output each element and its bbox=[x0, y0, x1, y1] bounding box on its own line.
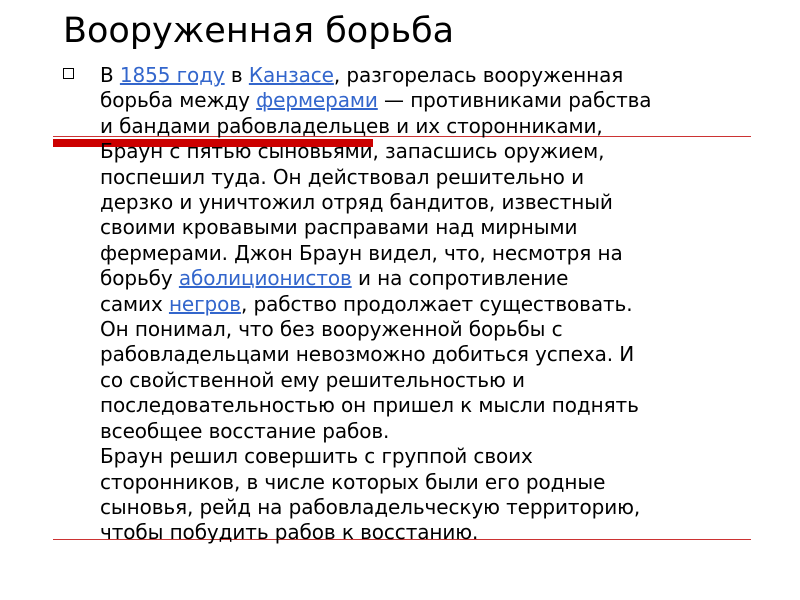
text-segment: всеобщее восстание рабов. bbox=[100, 418, 390, 443]
text-line bbox=[100, 342, 760, 367]
text-line bbox=[100, 368, 760, 393]
link-kansas[interactable]: Канзасе bbox=[248, 63, 334, 87]
text-line bbox=[100, 393, 760, 418]
text-segment: в bbox=[224, 63, 249, 87]
link-farmers[interactable]: фермерами bbox=[256, 88, 378, 113]
text-segment: Он понимал, что без вооруженной борьбы с bbox=[100, 317, 563, 342]
link-1855[interactable]: 1855 году bbox=[119, 63, 225, 87]
slide-body-text bbox=[100, 63, 760, 546]
text-segment: своими кровавыми расправами над мирными bbox=[100, 215, 578, 240]
hollow-square-bullet-icon bbox=[63, 68, 74, 79]
text-line bbox=[100, 165, 760, 190]
text-line bbox=[100, 241, 760, 266]
text-line bbox=[100, 190, 760, 215]
text-segment: и бандами рабовладельцев и их сторонниками, bbox=[100, 113, 603, 138]
text-line bbox=[100, 139, 760, 164]
text-segment: самих bbox=[100, 291, 169, 316]
text-segment: со свойственной ему решительностью и bbox=[100, 367, 525, 392]
slide-title: Вооруженная борьба bbox=[63, 11, 455, 51]
link-negroes[interactable]: негров bbox=[168, 291, 241, 316]
text-line bbox=[100, 292, 760, 317]
text-line bbox=[100, 317, 760, 342]
text-line bbox=[100, 63, 760, 88]
text-segment: фермерами. Джон Браун видел, что, несмотря на bbox=[100, 240, 623, 265]
text-segment: поспешил туда. Он действовал решительно и bbox=[100, 164, 584, 189]
text-segment: последовательностью он пришел к мысли поднять bbox=[100, 393, 639, 418]
text-line bbox=[100, 215, 760, 240]
text-segment: чтобы побудить рабов к восстанию. bbox=[100, 520, 479, 545]
text-line bbox=[100, 419, 760, 444]
text-line bbox=[100, 444, 760, 469]
text-line bbox=[100, 520, 760, 545]
text-segment: Браун с пятью сыновьями, запасшись оружием, bbox=[100, 139, 605, 164]
text-segment: , разгорелась вооруженная bbox=[333, 63, 624, 87]
text-line bbox=[100, 495, 760, 520]
text-line bbox=[100, 266, 760, 291]
text-segment: , рабство продолжает существовать. bbox=[240, 291, 633, 316]
text-segment: сторонников, в числе которых были его родные bbox=[100, 469, 606, 494]
text-segment: борьбу bbox=[100, 266, 179, 291]
text-segment: — противниками рабства bbox=[377, 88, 652, 113]
text-segment: Браун решил совершить с группой своих bbox=[100, 444, 533, 469]
text-segment: борьба между bbox=[100, 88, 257, 113]
link-abolitionists[interactable]: аболиционистов bbox=[178, 266, 352, 291]
text-segment: В bbox=[100, 63, 120, 87]
text-line bbox=[100, 114, 760, 139]
text-segment: рабовладельцами невозможно добиться успеха. И bbox=[100, 342, 635, 367]
text-line bbox=[100, 88, 760, 113]
text-segment: и на сопротивление bbox=[351, 266, 569, 291]
text-segment: сыновья, рейд на рабовладельческую территорию, bbox=[100, 494, 641, 519]
text-segment: дерзко и уничтожил отряд бандитов, известный bbox=[100, 190, 613, 215]
text-line bbox=[100, 470, 760, 495]
